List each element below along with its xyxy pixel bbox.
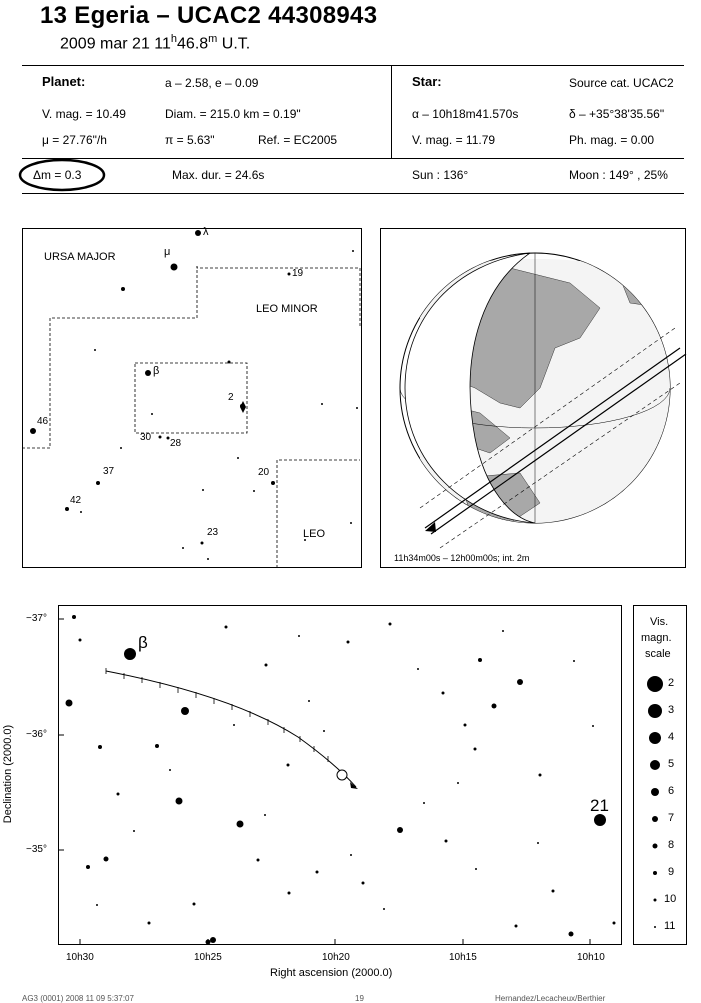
table-bottom-rule [22,193,684,194]
globe-caption: 11h34m00s – 12h00m00s; int. 2m [394,553,530,563]
sun-elongation: Sun : 136° [412,168,469,182]
scale-mag-4: 4 [668,731,675,743]
finder-chart-plot [22,228,362,568]
star-source: Source cat. UCAC2 [569,76,674,90]
star-42: 42 [70,495,82,506]
footer-left: AG3 (0001) 2008 11 09 5:37:07 [22,994,134,1003]
label-leo: LEO [303,528,326,540]
scale-dots [633,605,687,945]
page-title: 13 Egeria – UCAC2 44308943 [40,2,378,29]
xtick-1025: 10h25 [194,952,222,963]
y-axis-label: Declination (2000.0) [2,724,14,824]
star-19: 19 [292,268,304,279]
star-30: 30 [140,432,152,443]
globe-map [380,228,686,568]
scale-title-3: scale [645,648,671,660]
star-23: 23 [207,527,219,538]
ytick-35: −35° [26,844,47,855]
planet-vmag: V. mag. = 10.49 [42,107,126,121]
scale-mag-2: 2 [668,677,675,689]
table-divider [391,65,392,158]
xtick-1015: 10h15 [449,952,477,963]
star-chart-plot [58,605,622,945]
planet-parallax: π = 5.63" [165,133,215,147]
moon-info: Moon : 149° , 25% [569,168,668,182]
delta-mag: Δm = 0.3 [33,168,82,182]
star-mu: μ [164,246,171,258]
max-duration: Max. dur. = 24.6s [172,168,265,182]
planet-heading: Planet: [42,74,86,89]
star-vmag: V. mag. = 11.79 [412,133,496,147]
scale-mag-3: 3 [668,704,675,716]
xtick-1030: 10h30 [66,952,94,963]
scale-mag-11: 11 [664,920,676,932]
star-phmag: Ph. mag. = 0.00 [569,133,655,147]
scale-mag-6: 6 [668,785,675,797]
star-37: 37 [103,466,115,477]
footer-page: 19 [355,994,364,1003]
label-ursa-major: URSA MAJOR [44,251,116,263]
scale-mag-5: 5 [668,758,675,770]
scale-mag-7: 7 [668,812,675,824]
table-top-rule [22,65,684,66]
chart-beta-label: β [138,633,148,652]
planet-diameter: Diam. = 215.0 km = 0.19" [165,107,301,121]
scale-mag-10: 10 [664,893,677,905]
event-time: 2009 mar 21 11$^h$46.8$^m$ U.T. [60,33,251,53]
chart-21-label: 21 [590,796,609,815]
star-28: 28 [170,438,182,449]
ytick-36: −36° [26,729,47,740]
star-20: 20 [258,467,270,478]
star-heading: Star: [412,74,442,89]
scale-title-1: Vis. [650,616,669,628]
x-axis-label: Right ascension (2000.0) [270,967,393,979]
scale-mag-8: 8 [668,839,675,851]
planet-ref: Ref. = EC2005 [258,133,338,147]
star-46: 46 [37,416,49,427]
xtick-1020: 10h20 [322,952,350,963]
star-lambda: λ [203,226,209,238]
star-beta: β [153,365,160,377]
star-2: 2 [228,392,234,403]
table-mid-rule [22,158,684,159]
star-dec: δ – +35°38'35.56" [569,107,665,121]
planet-motion: μ = 27.76"/h [42,133,107,147]
scale-title-2: magn. [641,632,672,644]
xtick-1010: 10h10 [577,952,605,963]
scale-mag-9: 9 [668,866,675,878]
footer-right: Hernandez/Lecacheux/Berthier [495,994,606,1003]
label-leo-minor: LEO MINOR [256,303,318,315]
ytick-37: −37° [26,613,47,624]
star-ra: α – 10h18m41.570s [412,107,519,121]
planet-orbit: a – 2.58, e – 0.09 [165,76,259,90]
